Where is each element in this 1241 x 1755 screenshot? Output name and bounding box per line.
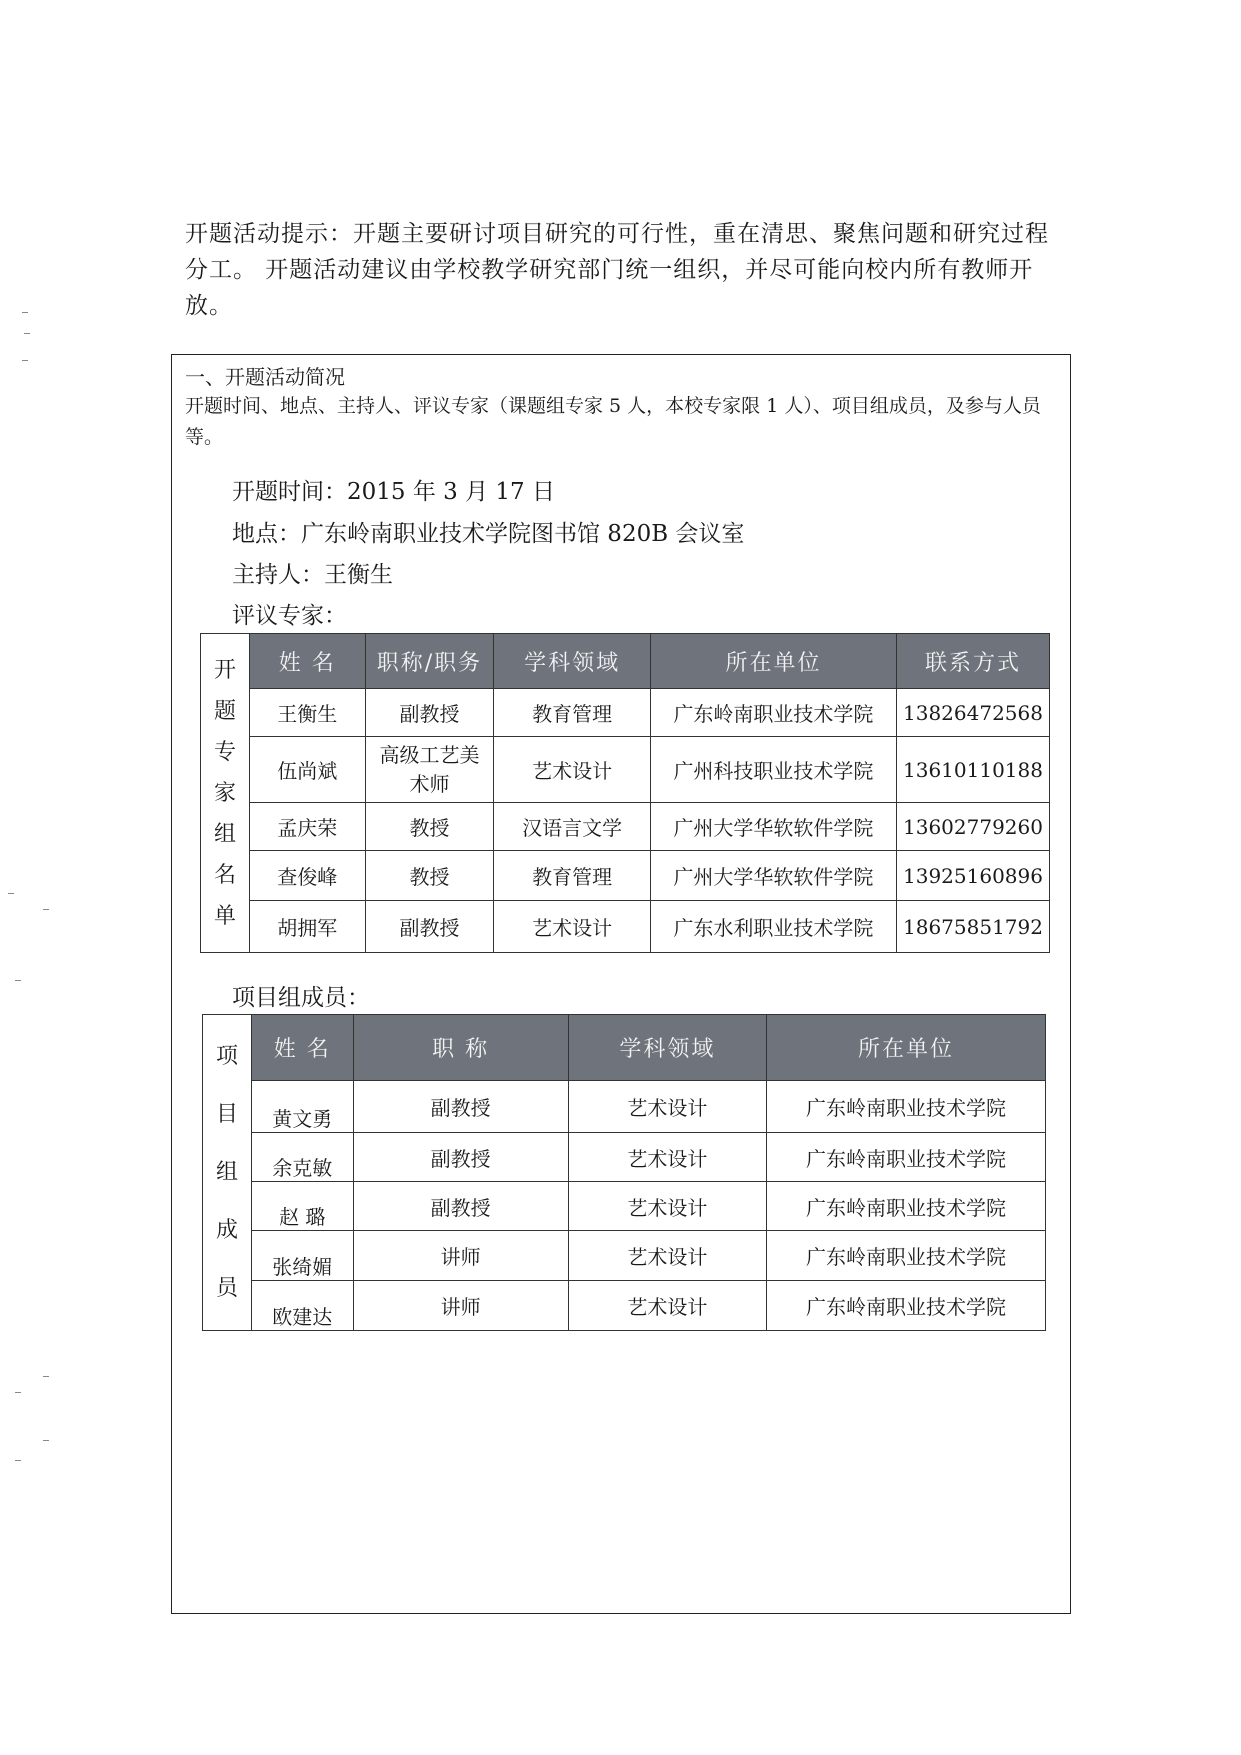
expert-contact: 13925160896 [897, 851, 1050, 901]
table-row [203, 1281, 1046, 1331]
member-unit: 广东岭南职业技术学院 [767, 1133, 1046, 1182]
table-row [201, 851, 1050, 901]
scan-mark [15, 980, 21, 981]
expert-title: 教授 [365, 851, 494, 901]
table-row [203, 1081, 1046, 1133]
expert-field: 教育管理 [494, 851, 650, 901]
table-row [201, 689, 1050, 737]
section-title: 一、开题活动简况 [185, 365, 345, 389]
scan-mark [43, 1376, 49, 1377]
expert-unit: 广州科技职业技术学院 [650, 737, 896, 803]
member-header-unit: 所在单位 [767, 1015, 1046, 1081]
expert-header-contact: 联系方式 [897, 634, 1050, 689]
member-field: 艺术设计 [568, 1133, 766, 1182]
activity-tips: 开题活动提示：开题主要研讨项目研究的可行性，重在清思、聚焦问题和研究过程分工。 开题活动建议由学校教学研究部门统一组织，并尽可能向校内所有教师开放。 [185, 221, 1049, 319]
member-title: 副教授 [353, 1133, 568, 1182]
member-unit: 广东岭南职业技术学院 [767, 1231, 1046, 1281]
expert-title: 高级工艺美术师 [365, 737, 494, 803]
expert-unit: 广州大学华软软件学院 [650, 803, 896, 851]
section-description: 开题时间、地点、主持人、评议专家（课题组专家 5 人，本校专家限 1 人）、项目组成员，及参与人员等。 [185, 395, 1041, 448]
member-field: 艺术设计 [568, 1231, 766, 1281]
table-row [201, 737, 1050, 803]
expert-name: 王衡生 [249, 689, 365, 737]
members-label: 项目组成员： [232, 985, 370, 1011]
member-side-label: 项目组成员 [203, 1015, 252, 1331]
expert-field: 艺术设计 [494, 901, 650, 953]
expert-field: 艺术设计 [494, 737, 650, 803]
member-field: 艺术设计 [568, 1182, 766, 1231]
member-header-title: 职 称 [353, 1015, 568, 1081]
expert-name: 伍尚斌 [249, 737, 365, 803]
host: 主持人：王衡生 [232, 562, 393, 588]
expert-unit: 广东水利职业技术学院 [650, 901, 896, 953]
expert-unit: 广州大学华软软件学院 [650, 851, 896, 901]
member-field: 艺术设计 [568, 1081, 766, 1133]
member-title: 副教授 [353, 1081, 568, 1133]
member-header-row [203, 1015, 1046, 1081]
member-unit: 广东岭南职业技术学院 [767, 1081, 1046, 1133]
expert-header-unit: 所在单位 [650, 634, 896, 689]
scan-mark [24, 333, 30, 334]
member-title: 讲师 [353, 1231, 568, 1281]
location: 地点：广东岭南职业技术学院图书馆 820B 会议室 [232, 521, 745, 547]
scan-mark [43, 909, 49, 910]
expert-contact: 18675851792 [897, 901, 1050, 953]
expert-field: 教育管理 [494, 689, 650, 737]
expert-title: 副教授 [365, 689, 494, 737]
member-field: 艺术设计 [568, 1281, 766, 1331]
expert-field: 汉语言文学 [494, 803, 650, 851]
expert-contact: 13610110188 [897, 737, 1050, 803]
member-name: 赵 璐 [251, 1182, 353, 1231]
member-title: 副教授 [353, 1182, 568, 1231]
scan-mark [15, 1460, 21, 1461]
expert-contact: 13826472568 [897, 689, 1050, 737]
table-row [203, 1182, 1046, 1231]
activity-summary-box [171, 354, 1071, 1614]
member-name: 张绮媚 [251, 1231, 353, 1281]
expert-unit: 广东岭南职业技术学院 [650, 689, 896, 737]
expert-table [200, 633, 1050, 953]
expert-header-row [201, 634, 1050, 689]
scan-mark [43, 1440, 49, 1441]
expert-header-name: 姓 名 [249, 634, 365, 689]
member-unit: 广东岭南职业技术学院 [767, 1182, 1046, 1231]
expert-title: 教授 [365, 803, 494, 851]
member-header-field: 学科领域 [568, 1015, 766, 1081]
expert-header-field: 学科领域 [494, 634, 650, 689]
expert-name: 孟庆荣 [249, 803, 365, 851]
scan-mark [15, 1392, 21, 1393]
member-unit: 广东岭南职业技术学院 [767, 1281, 1046, 1331]
expert-name: 胡拥军 [249, 901, 365, 953]
expert-side-label: 开题专家组名单 [201, 634, 250, 953]
member-name: 黄文勇 [251, 1081, 353, 1133]
expert-name: 查俊峰 [249, 851, 365, 901]
table-row [203, 1231, 1046, 1281]
member-table [202, 1014, 1046, 1331]
expert-contact: 13602779260 [897, 803, 1050, 851]
scan-mark [8, 893, 14, 894]
member-title: 讲师 [353, 1281, 568, 1331]
experts-label: 评议专家： [232, 603, 347, 629]
scan-mark [22, 312, 28, 313]
expert-header-title: 职称/职务 [365, 634, 494, 689]
table-row [201, 901, 1050, 953]
table-row [201, 803, 1050, 851]
member-header-name: 姓 名 [251, 1015, 353, 1081]
member-name: 余克敏 [251, 1133, 353, 1182]
expert-title: 副教授 [365, 901, 494, 953]
opening-time: 开题时间：2015 年 3 月 17 日 [232, 479, 555, 505]
scan-mark [22, 360, 28, 361]
member-name: 欧建达 [251, 1281, 353, 1331]
table-row [203, 1133, 1046, 1182]
